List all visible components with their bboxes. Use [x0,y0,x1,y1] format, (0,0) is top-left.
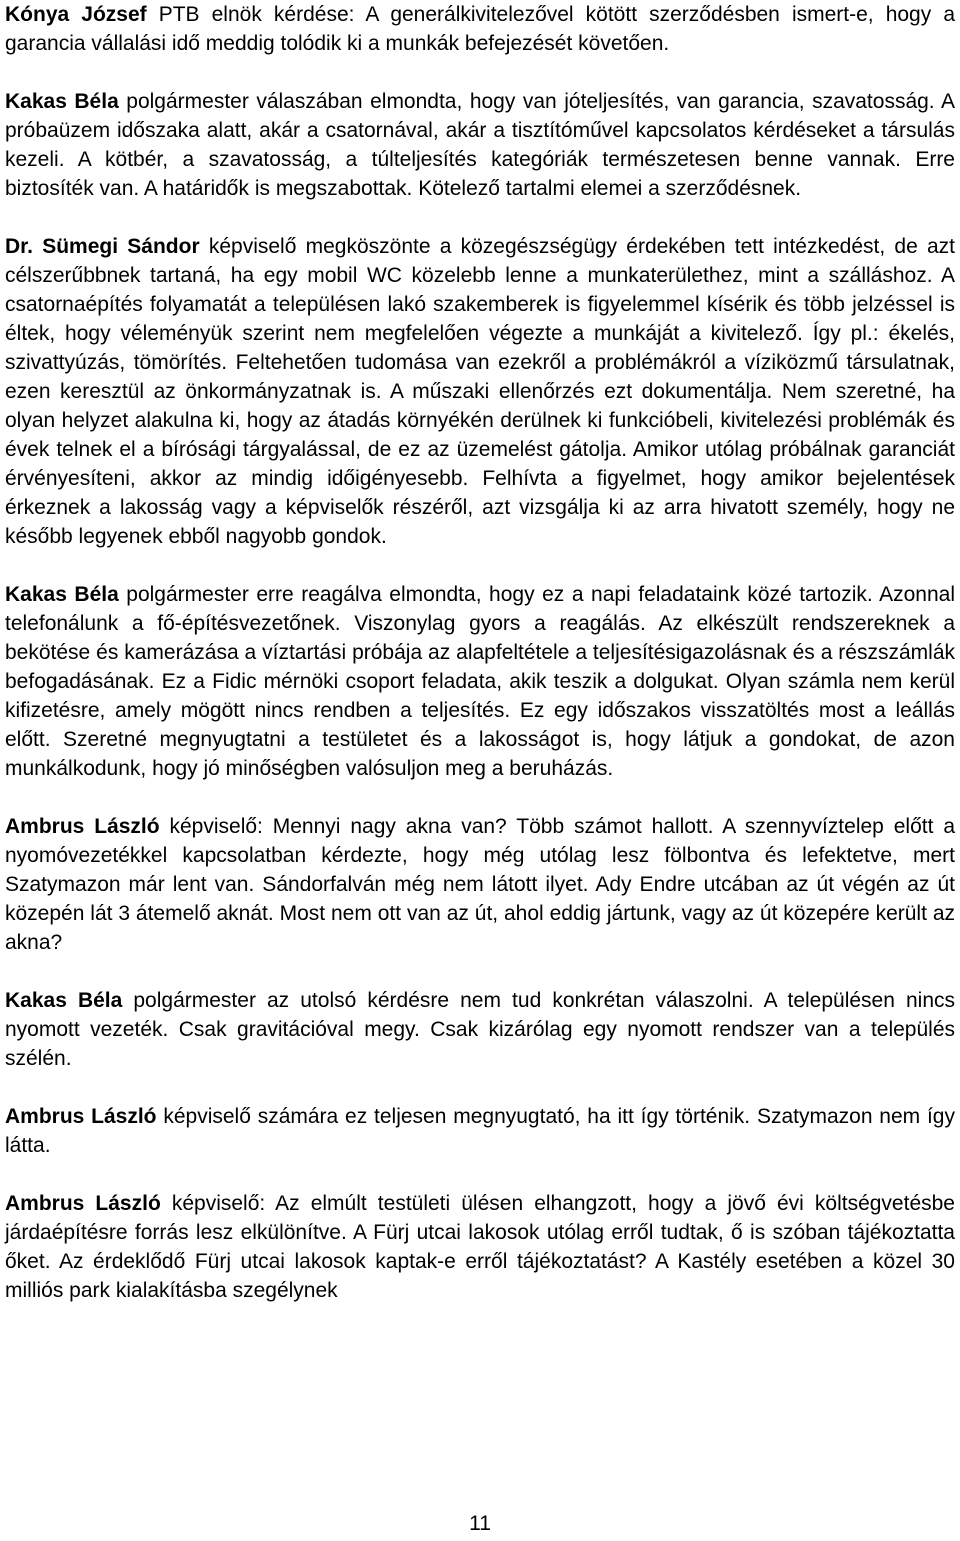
speaker-name: Kónya József [5,3,147,26]
paragraph-text: képviselő számára ez teljesen megnyugtató, ha itt így történik. Szatymazon nem így látta. [5,1105,955,1157]
paragraph-text: képviselő megköszönte a közegészségügy érdekében tett intézkedést, de azt célszerűbbnek tartaná, ha egy mobil WC közelebb lenne a munkaterülethez, mint a szálláshoz. A csatornaépítés folyamatát a településen lakó szakemberek is figyelemmel kísérik és több jelzéssel is éltek, hogy véleményük szerint nem megfelelően végezte a munkáját a kivitelező. Így pl.: ékelés, szivattyúzás, tömörítés. Feltehetően tudomása van ezekről a problémákról a víziközmű társulatnak, ezen keresztül az önkormányzatnak is. A műszaki ellenőrzés ezt dokumentálja. Nem szeretné, ha olyan helyzet alakulna ki, hogy az átadás környékén derülnek ki funkcióbeli, kivitelezési problémák és évek telnek el a bírósági tárgyalással, de ez az üzemelést gátolja. Amikor utólag próbálnak garanciát érvényesíteni, akkor az mindig időigényesebb. Felhívta a figyelmet, hogy amikor bejelentések érkeznek a lakosság vagy a képviselők részéről, azt vizsgálja ki az arra hivatott személy, hogy ne később legyenek ebből nagyobb gondok. [5,235,955,548]
speaker-name: Kakas Béla [5,989,123,1012]
page-number: 11 [469,1512,491,1535]
paragraph-text: polgármester erre reagálva elmondta, hogy ez a napi feladataink közé tartozik. Azonnal telefonálunk a fő-építésvezetőnek. Viszonylag gyors a reagálás. Az elkészült rendszereknek a bekötése és kamerázása a víztartási próbája az alapfeltétele a teljesítésigazolásnak és a részszámlák befogadásának. Ez a Fidic mérnöki csoport feladata, akik teszik a dolgukat. Olyan számla nem kerül kifizetésre, amely mögött nincs rendben a teljesítés. Ez egy időszakos visszatöltés most a leállás előtt. Szeretné megnyugtatni a testületet és a lakosságot is, hogy látjuk a gondokat, de azon munkálkodunk, hogy jó minőségben valósuljon meg a beruházás. [5,583,955,780]
paragraph-1 [5,0,955,58]
paragraph-6 [5,986,955,1073]
paragraph-3 [5,232,955,551]
paragraph-2 [5,87,955,203]
speaker-name: Kakas Béla [5,90,119,113]
speaker-name: Ambrus László [5,1192,161,1215]
document-page [5,0,955,1305]
paragraph-text: PTB elnök kérdése: A generálkivitelezővel kötött szerződésben ismert-e, hogy a garancia vállalási idő meddig tolódik ki a munkák befejezését követően. [5,3,956,55]
paragraph-text: polgármester az utolsó kérdésre nem tud konkrétan válaszolni. A településen nincs nyomott vezeték. Csak gravitációval megy. Csak kizárólag egy nyomott rendszer van a település szélén. [5,989,955,1070]
speaker-name: Dr. Sümegi Sándor [5,235,200,258]
paragraph-4 [5,580,955,783]
speaker-name: Ambrus László [5,815,160,838]
paragraph-5 [5,812,955,957]
paragraph-text: képviselő: Mennyi nagy akna van? Több számot hallott. A szennyvíztelep előtt a nyomóvezetékkel kapcsolatban kérdezte, hogy még utólag lesz fölbontva és lefektetve, mert Szatymazon már lent van. Sándorfalván még nem látott ilyet. Ady Endre utcában az út végén az út közepén lát 3 átemelő aknát. Most nem ott van az út, ahol eddig jártunk, vagy az út közepére került az akna? [5,815,955,954]
paragraph-text: polgármester válaszában elmondta, hogy van jóteljesítés, van garancia, szavatosság. A próbaüzem időszaka alatt, akár a csatornával, akár a tisztítóművel kapcsolatos kérdéseket a társulás kezeli. A kötbér, a szavatosság, a túlteljesítés kategóriák természetesen benne vannak. Erre biztosíték van. A határidők is megszabottak. Kötelező tartalmi elemei a szerződésnek. [5,90,955,200]
paragraph-8 [5,1189,955,1305]
speaker-name: Kakas Béla [5,583,119,606]
paragraph-7 [5,1102,955,1160]
speaker-name: Ambrus László [5,1105,157,1128]
paragraph-text: képviselő: Az elmúlt testületi ülésen elhangzott, hogy a jövő évi költségvetésbe járdaépítésre forrás lesz elkülönítve. A Fürj utcai lakosok utólag erről tudtak, ő is szóban tájékoztatta őket. Az érdeklődő Fürj utcai lakosok kaptak-e erről tájékoztatást? A Kastély esetében a közel 30 milliós park kialakításba szegélynek [5,1192,955,1302]
